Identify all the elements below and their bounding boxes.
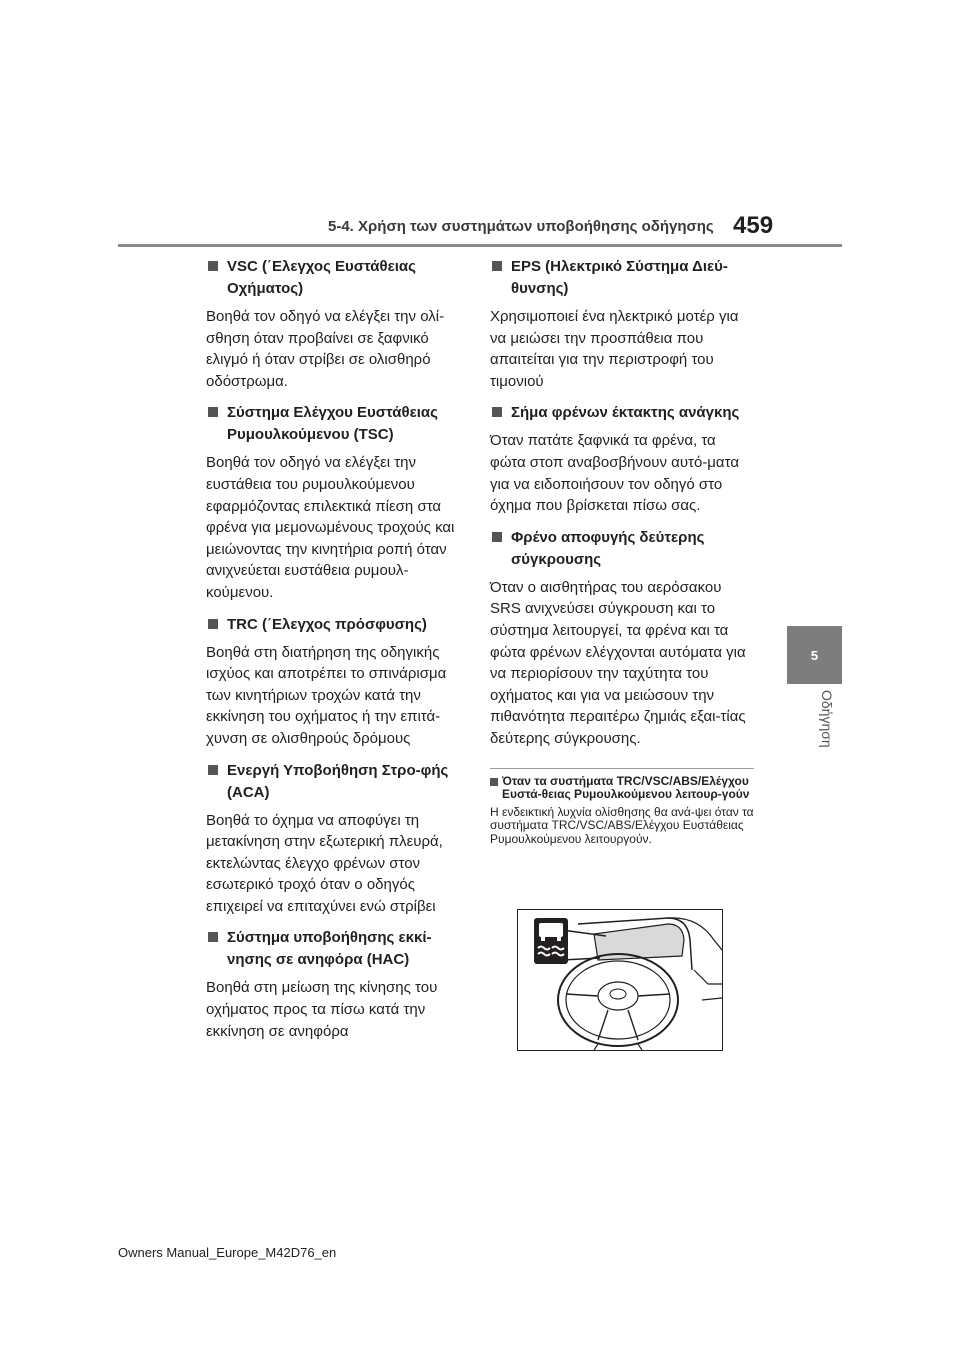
section-heading: Σύστημα υποβοήθησης εκκί-νησης σε ανηφόρα (HAC) xyxy=(227,929,432,969)
section-title: 5-4. Χρήση των συστημάτων υποβοήθησης οδήγησης xyxy=(328,218,714,235)
note-heading: Όταν τα συστήματα TRC/VSC/ABS/Ελέγχου Ευστά-θειας Ρυμουλκούμενου λειτουρ-γούν xyxy=(502,773,750,801)
section-body: Όταν πατάτε ξαφνικά τα φρένα, τα φώτα στοπ αναβοσβήνουν αυτό-ματα για να ειδοποιήσουν τον οδηγό στο όχημα που βρίσκεται πίσω σας. xyxy=(490,432,739,515)
section-body: Βοηθά τον οδηγό να ελέγξει την ευστάθεια του ρυμουλκούμενου εφαρμόζοντας επιλεκτικά πίεση στα φρένα για μεμονωμένους τροχούς και μειώνοντας την κινητήρια ροπή όταν ανιχνεύεται ευστάθεια ρυμουλ-κούμενου. xyxy=(206,454,455,601)
section-heading: Ενεργή Υποβοήθηση Στρο-φής (ACA) xyxy=(227,761,449,801)
section-heading: Φρένο αποφυγής δεύτερης σύγκρουσης xyxy=(511,528,705,568)
note-divider xyxy=(490,768,754,769)
square-bullet-icon xyxy=(490,778,498,786)
section-vsc xyxy=(206,256,468,392)
square-bullet-icon xyxy=(208,619,218,629)
section-heading: Σύστημα Ελέγχου Ευστάθειας Ρυμουλκούμενου (TSC) xyxy=(227,404,438,444)
section-tsc xyxy=(206,402,468,603)
section-secondary-collision-brake xyxy=(490,527,754,750)
section-eps xyxy=(490,256,754,392)
section-aca xyxy=(206,760,468,918)
square-bullet-icon xyxy=(492,261,502,271)
section-body: Βοηθά στη διατήρηση της οδηγικής ισχύος και αποτρέπει το σπινάρισμα των κινητήριων τροχών κατά την εκκίνηση του οχήματος ή την επιτά-χυνση σε ολισθηρούς δρόμους xyxy=(206,643,447,747)
square-bullet-icon xyxy=(492,407,502,417)
square-bullet-icon xyxy=(208,765,218,775)
section-hac xyxy=(206,927,468,1042)
section-body: Χρησιμοποιεί ένα ηλεκτρικό μοτέρ για να μειώσει την προσπάθεια που απαιτείται για την περιστροφή του τιμονιού xyxy=(490,308,739,390)
square-bullet-icon xyxy=(208,407,218,417)
left-column xyxy=(206,256,468,1052)
section-heading: EPS (Ηλεκτρικό Σύστημα Διεύ-θυνσης) xyxy=(511,258,728,297)
steering-wheel-illustration xyxy=(518,910,722,1050)
chapter-tab[interactable] xyxy=(787,626,842,684)
right-column xyxy=(490,256,754,846)
square-bullet-icon xyxy=(492,532,502,542)
section-body: Όταν ο αισθητήρας του αερόσακου SRS ανιχνεύσει σύγκρουση και το σύστημα λειτουργεί, τα φρένα και τα φώτα φρένων ελέγχονται αυτόματα για να περιορίσουν την ταχύτητα του οχήματος και για να μειώσουν την πιθανότητα περαιτέρω ζημιάς εξαι-τίας δεύτερης σύγκρουσης. xyxy=(490,578,746,747)
header-divider xyxy=(118,244,842,247)
square-bullet-icon xyxy=(208,932,218,942)
section-trc xyxy=(206,614,468,750)
chapter-label: Οδήγηση xyxy=(819,690,835,748)
section-body: Βοηθά στη μείωση της κίνησης του οχήματος προς τα πίσω κατά την εκκίνηση σε ανηφόρα xyxy=(206,979,438,1040)
section-body: Βοηθά το όχημα να αποφύγει τη μετακίνηση στην εξωτερική πλευρά, εκτελώντας έλεγχο φρένων στον εσωτερικό τροχό όταν ο οδηγός επιχειρεί να επιταχύνει ενώ στρίβει xyxy=(206,811,443,915)
section-heading: VSC (΄Ελεγχος Ευστάθειας Οχήματος) xyxy=(227,258,416,297)
dashboard-illustration xyxy=(517,909,723,1051)
slip-indicator-icon xyxy=(534,918,568,964)
chapter-number: 5 xyxy=(810,647,819,663)
note-body: Η ενδεικτική λυχνία ολίσθησης θα ανά-ψει όταν τα συστήματα TRC/VSC/ABS/Ελέγχου Ευστάθειας Ρυμουλκούμενου λειτουργούν. xyxy=(490,804,754,846)
section-heading: TRC (΄Ελεγχος πρόσφυσης) xyxy=(227,615,427,633)
section-body: Βοηθά τον οδηγό να ελέγξει την ολί-σθηση όταν προβαίνει σε ξαφνικό ελιγμό ή όταν στρίβει σε ολισθηρό οδόστρωμα. xyxy=(206,308,445,390)
square-bullet-icon xyxy=(208,261,218,271)
page-number: 459 xyxy=(733,212,774,239)
section-heading: Σήμα φρένων έκτακτης ανάγκης xyxy=(511,404,740,422)
section-emergency-brake-signal xyxy=(490,402,754,516)
note-block xyxy=(490,775,754,847)
footer-text: Owners Manual_Europe_M42D76_en xyxy=(118,1245,337,1260)
